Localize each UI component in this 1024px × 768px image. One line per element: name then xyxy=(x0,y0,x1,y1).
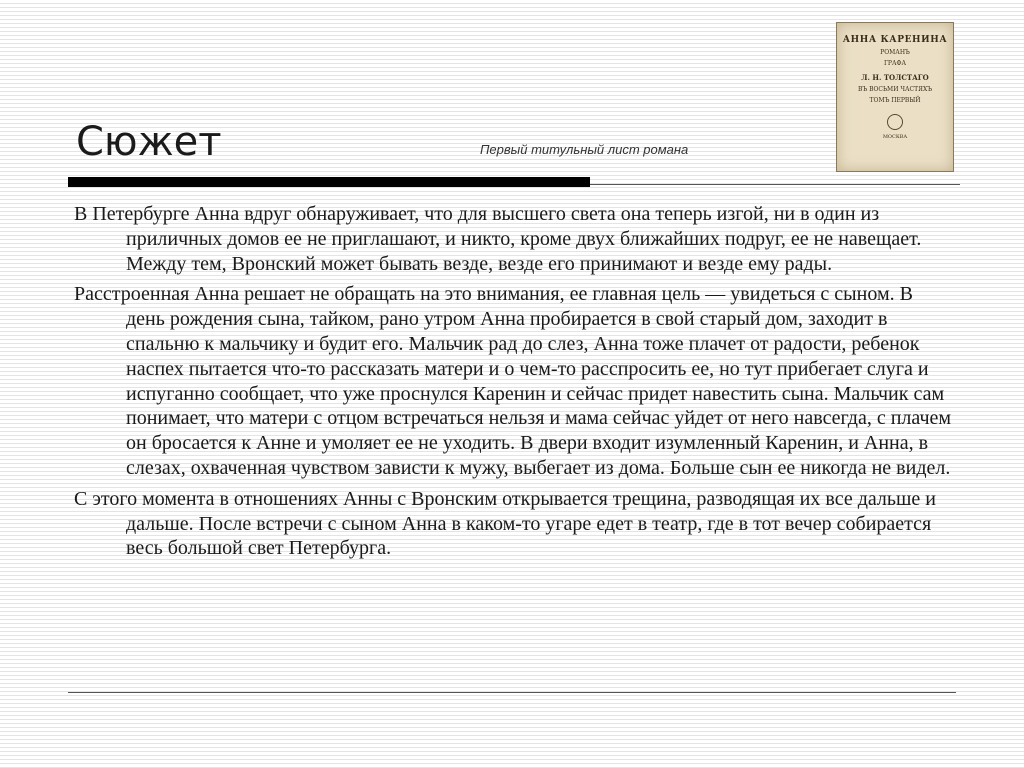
cover-count-label: ГРАФА xyxy=(883,60,907,67)
paragraph-1: В Петербурге Анна вдруг обнаруживает, что для высшего света она теперь изгой, ни в один из приличных домов ее не приглашают, и никто, кроме двух ближайших подруг, ее не навещает. Между тем, Вронский может бывать везде, везде его принимают и везде ему рады. xyxy=(74,203,922,275)
paragraph-3: С этого момента в отношениях Анны с Вронским открывается трещина, разводящая их все дальше и дальше. После встречи с сыном Анна в каком-то угаре едет в театр, где в тот вечер собирается весь большой свет Петербурга. xyxy=(74,487,937,560)
paragraph-2: Расстроенная Анна решает не обращать на это внимания, ее главная цель — увидеться с сыном. В день рождения сына, тайком, рано утром Анна пробирается в свой старый дом, заходит в спальню к мальчику и будит его. Мальчик рад до слез, Анна тоже плачет от радости, ребенок наспех пытается что-то рассказать матери и о чем-то расспросить ее, но тут прибегает слуга и испуганно сообщает, что уже проснулся Каренин и сейчас придет навестить сына. Мальчик сам понимает, что матери с отцом встречаться нельзя и мама сейчас уйдет от него навсегда, с плачем он бросается к Анне и умоляет ее не уходить. В двери входит изумленный Каренин, и Анна, в слезах, охваченная чувством зависти к мужу, выбегает из дома. Больше сын ее никогда не видел. xyxy=(74,283,952,479)
title-underline-bar xyxy=(68,177,590,187)
cover-seal-icon xyxy=(887,114,903,130)
image-caption: Первый титульный лист романа xyxy=(480,142,689,157)
cover-subtitle: РОМАНЪ xyxy=(880,49,910,56)
book-cover-image xyxy=(836,22,954,172)
bottom-divider-line xyxy=(68,692,956,693)
slide-body xyxy=(74,202,954,567)
cover-author: Л. Н. ТОЛСТАГО xyxy=(861,73,929,82)
cover-city: МОСКВА xyxy=(882,134,908,140)
cover-volume: ТОМЪ ПЕРВЫЙ xyxy=(869,97,921,104)
slide-title: Сюжет xyxy=(76,119,222,165)
cover-parts: ВЪ ВОСЬМИ ЧАСТЯХЪ xyxy=(858,86,932,93)
cover-title: АННА КАРЕНИНА xyxy=(842,35,948,45)
title-divider-line xyxy=(590,184,960,185)
